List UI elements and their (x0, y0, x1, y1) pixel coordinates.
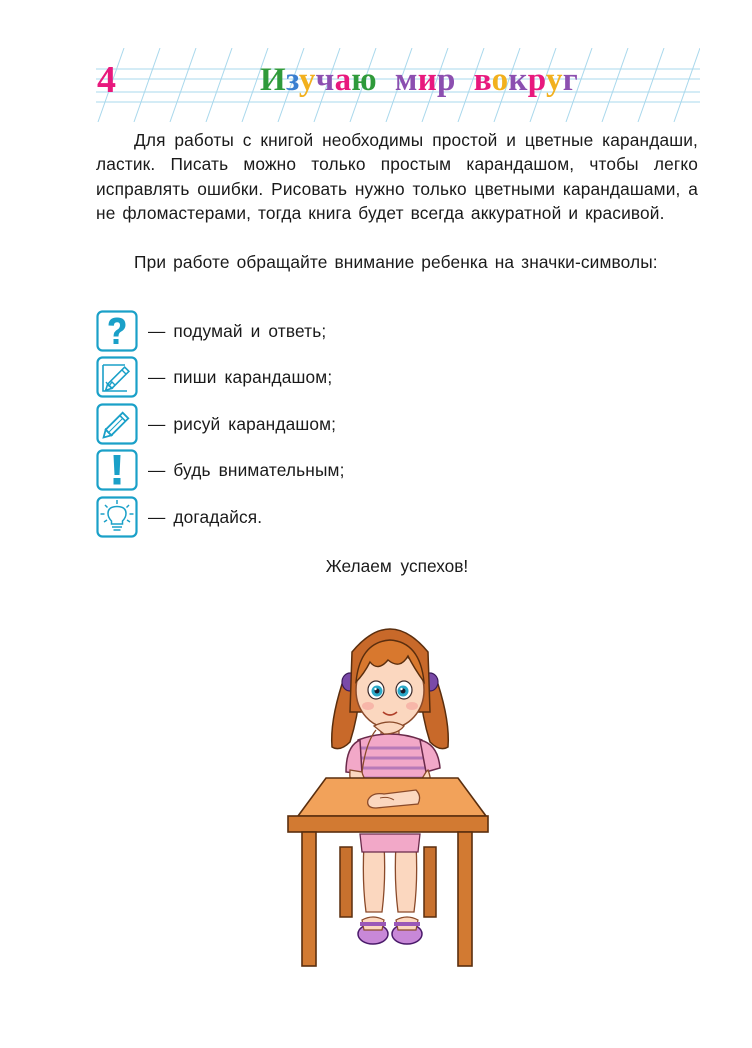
symbol-label-attention: — будь внимательным; (148, 460, 345, 480)
book-title-letter: у (298, 62, 316, 98)
light-bulb-icon (96, 496, 138, 538)
page-number: 4 (97, 59, 116, 101)
book-title-letter: з (285, 62, 299, 98)
book-title-letter: р (437, 62, 456, 98)
book-title-letter: и (417, 62, 438, 98)
book-title-letter: ч (315, 62, 335, 98)
pencil-write-icon (96, 356, 138, 398)
book-title-letter: г (562, 62, 579, 98)
intro-paragraph-symbols: При работе обращайте внимание ребенка на значки-символы: (134, 252, 658, 272)
book-title-word (260, 62, 377, 98)
intro-paragraph-materials: Для работы с книгой необходимы простой и цветные карандаши, ластик. Писать можно только простым карандашом, чтобы легко исправлять ошибки. Рисовать нужно только цветными карандашами, а не фломастерами, тогда книга будет всегда аккуратной и красивой. (96, 130, 698, 224)
book-title-letter: м (394, 62, 418, 98)
book-title-letter: ю (351, 62, 377, 98)
book-title-letter: И (260, 62, 286, 98)
question-mark-icon (96, 310, 138, 352)
symbol-label-draw: — рисуй карандашом; (148, 414, 337, 434)
symbol-label-write: — пиши карандашом; (148, 367, 333, 387)
book-title-letter: в (473, 62, 492, 98)
book-title-word (474, 62, 578, 98)
book-title (260, 62, 578, 98)
book-title-letter: о (491, 62, 509, 98)
book-title-letter: р (527, 62, 546, 98)
book-title-letter: а (334, 62, 352, 98)
girl-at-desk-illustration (280, 612, 500, 972)
closing-wish: Желаем успехов! (325, 556, 469, 576)
symbol-label-think: — подумай и ответь; (148, 321, 327, 341)
exclamation-icon (96, 449, 138, 491)
pencil-draw-icon (96, 403, 138, 445)
book-title-letter: у (545, 62, 563, 98)
symbol-label-guess: — догадайся. (148, 507, 263, 527)
book-title-word (395, 62, 456, 98)
book-title-letter: к (508, 62, 528, 98)
